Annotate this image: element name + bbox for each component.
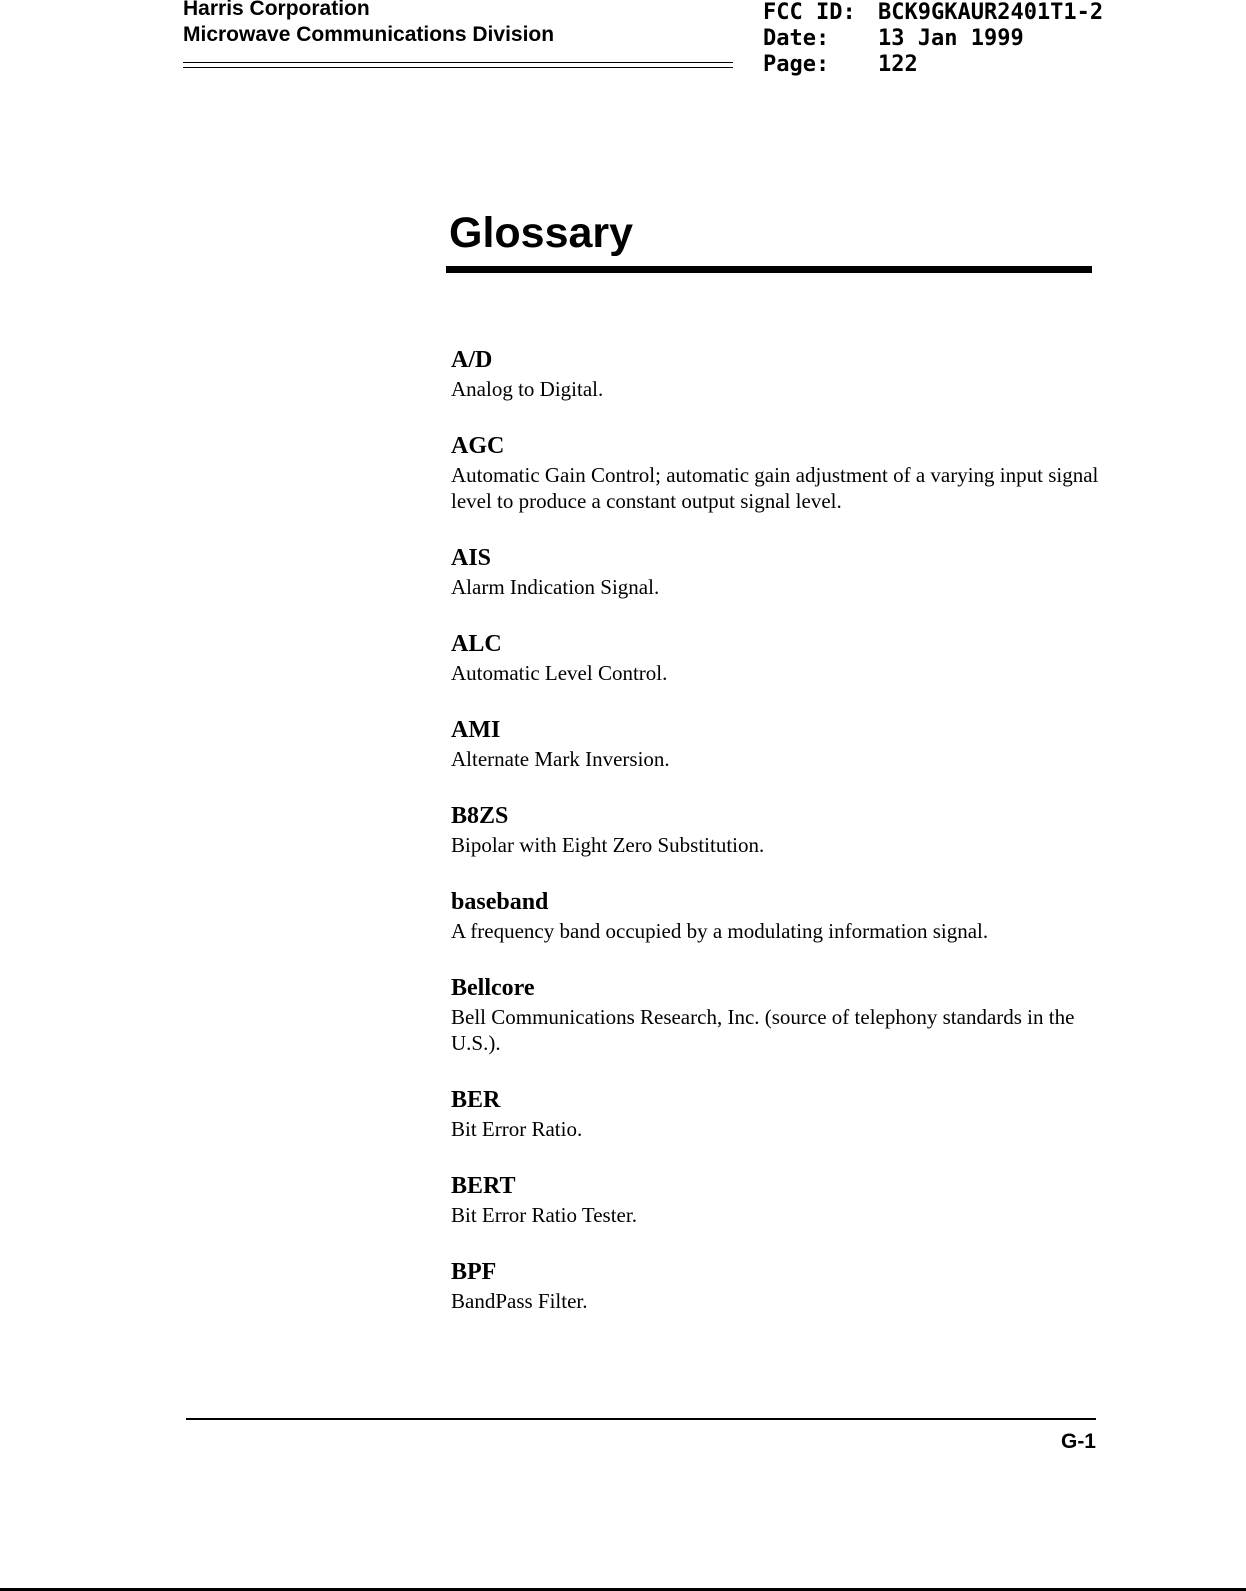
glossary-entry xyxy=(451,432,1101,514)
glossary-term: A/D xyxy=(451,347,493,373)
glossary-entry xyxy=(451,716,1101,772)
glossary-term: AGC xyxy=(451,433,505,459)
glossary-entry xyxy=(451,802,1101,858)
glossary-term: B8ZS xyxy=(451,803,509,829)
company-name: Harris Corporation xyxy=(183,0,370,20)
glossary-definition: Automatic Level Control. xyxy=(451,661,668,685)
header-field-page xyxy=(763,52,1103,78)
glossary-entry xyxy=(451,1086,1101,1142)
header-field-fcc-id xyxy=(763,0,1103,26)
header-fields xyxy=(763,0,1103,78)
glossary-entry xyxy=(451,544,1101,600)
glossary-term: BPF xyxy=(451,1259,497,1285)
glossary-term: BER xyxy=(451,1087,501,1113)
glossary-definition: BandPass Filter. xyxy=(451,1289,588,1313)
glossary-definition: Analog to Digital. xyxy=(451,377,604,401)
glossary-definition: Bipolar with Eight Zero Substitution. xyxy=(451,833,765,857)
field-value: BCK9GKAUR2401T1-2 xyxy=(878,0,1104,25)
glossary-entry xyxy=(451,1258,1101,1314)
glossary-term: baseband xyxy=(451,889,549,915)
glossary-definition: Alternate Mark Inversion. xyxy=(451,747,670,771)
glossary-entry xyxy=(451,346,1101,402)
glossary-definition: Alarm Indication Signal. xyxy=(451,575,660,599)
glossary-term: BERT xyxy=(451,1173,516,1199)
division-name: Microwave Communications Division xyxy=(183,23,555,46)
glossary-entry xyxy=(451,974,1101,1056)
header-rule-bottom xyxy=(183,67,733,68)
page-number: G-1 xyxy=(1060,1430,1096,1453)
glossary-definition: A frequency band occupied by a modulating information signal. xyxy=(451,919,989,943)
glossary-entry xyxy=(451,630,1101,686)
glossary-entry xyxy=(451,888,1101,944)
glossary-term: AIS xyxy=(451,545,492,571)
field-label: FCC ID: xyxy=(763,0,856,25)
glossary-term: Bellcore xyxy=(451,975,535,1001)
glossary-definition: Bit Error Ratio. xyxy=(451,1117,583,1141)
header-field-date xyxy=(763,26,1103,52)
field-label: Date: xyxy=(763,26,830,51)
glossary-definition: Automatic Gain Control; automatic gain adjustment of a varying input signal level to produce a constant output signal level. xyxy=(451,463,1099,513)
glossary-definition: Bell Communications Research, Inc. (source of telephony standards in the U.S.). xyxy=(451,1005,1075,1055)
header-left xyxy=(183,0,554,48)
field-label: Page: xyxy=(763,52,830,77)
footer-rule xyxy=(186,1418,1096,1420)
glossary-term: ALC xyxy=(451,631,502,657)
header-rule-top xyxy=(183,62,733,63)
glossary-definition: Bit Error Ratio Tester. xyxy=(451,1203,637,1227)
field-value: 122 xyxy=(878,52,918,77)
glossary-term: AMI xyxy=(451,717,501,743)
title-rule xyxy=(446,266,1092,273)
glossary-list xyxy=(451,346,1101,1344)
glossary-entry xyxy=(451,1172,1101,1228)
field-value: 13 Jan 1999 xyxy=(878,26,1024,51)
page-title: Glossary xyxy=(449,209,634,257)
